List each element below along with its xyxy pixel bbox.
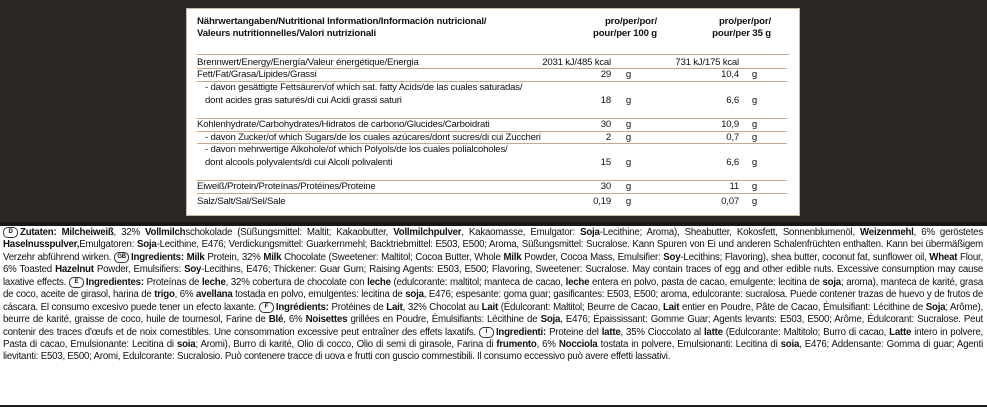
nutrition-title-line2: Valeurs nutritionnelles/Valori nutrizionali [197,28,377,39]
ingredients-text-span: , 35% Cioccolato al [620,326,704,338]
nutrition-title [197,16,577,40]
ingredients-text-span: , E476; espesante: goma guar; gasificantes: E503, E500; aroma, edulcorante: sucralosa. Puede contener trazas de huevo y de frutos de cáscara. El consumo excesivo puede tener un efecto laxante. [3,289,983,313]
value-35g: 0,07 [721,195,739,207]
value-35g: 0,7 [726,131,739,143]
allergen-text: Soja [136,239,157,251]
value-35g: 10,4 [721,69,739,81]
ingredients-text-span: intero in polvere, Pasta di cacao, Emulsionante: Lecitina di [3,326,983,350]
ingredients-text-span: entera en polvo, pasta de cacao, emulgente: lecitina de [589,276,823,288]
ingredients-text-span: tostada en polvo, emulgentes: lecitina de [232,289,406,301]
allergen-text: Vollmilchpulver [393,227,462,239]
value-100g: 18 [600,95,611,107]
table-row [197,81,787,93]
unit-35g: g [751,181,757,193]
column-header-35g [659,16,771,40]
unit-35g: g [751,69,757,81]
column-header-100g-line1: pro/per/por/ [604,16,657,27]
unit-35g: g [751,195,757,207]
value-100g: 15 [600,157,611,169]
unit-35g: g [751,95,757,107]
allergen-text: Milk [186,251,205,263]
nutrition-title-line1: Nährwertangaben/Nutritional Information/Información nutricional/ [197,16,487,27]
ingredients-text-span: , E476; Addensante: Gomma di guar; Agenti lievitanti: E503, E500; Aromi, Edulcorante: Sucralosio. Può contenere tracce di uova e frutti con guscio commestibili. Il consumo eccessivo può avere effetti lassativi. [3,338,984,363]
ingredients-text-span: entier en Poudre, Pâte de Cacao, Émulsifiant: Lécithine de [679,301,926,313]
allergen-text: Vollmilch [144,227,186,239]
ingredients-text-span: , Kakaomasse, Emulgator: [461,227,581,239]
nutrition-header [197,16,787,52]
allergen-text: Lait [386,301,403,313]
language-badge-de: D [3,227,18,238]
allergen-text: frumento [496,338,537,350]
language-badge-it: I [479,327,494,338]
ingredients-text-span: Flour, 6% Toasted [3,251,983,276]
unit-100g: g [625,95,631,107]
unit-100g: g [625,119,631,131]
allergen-text: Soy [184,264,202,276]
allergen-text: Haselnuss [3,239,50,251]
ingredients-text-span: grillées en Poudre, Émulsifiants: Lécithine de [347,314,541,326]
ingredients-heading-fr: Ingrédients: [275,301,329,313]
allergen-text: Soy [663,251,681,263]
row-label: Brennwert/Energy/Energía/Valeur énergétique/Energia [197,57,419,68]
column-header-35g-line1: pro/per/por/ [718,16,771,27]
ingredients-heading-it: Ingredienti: [495,326,547,338]
ingredients-text-span: -Lecithine, E476; Verdickungsmittel: Guarkernmehl; Backtriebmittel: E503, E500; Aroma, Süßungsmittel: Sucralose. Kann Spuren von Ei und anderen Schalenfrüchten enthalten. Kann bei übermäßigem Verzehr abführend wirken. [3,239,984,263]
nutrition-table [186,8,800,216]
ingredients-text-span: , 32% cobertura de chocolate con [225,276,368,288]
ingredients-text-span: , 6% [283,314,306,326]
allergen-text: Soja [540,314,561,326]
allergen-text: latte [601,326,621,338]
row-label: dont acides gras saturés/di cui Acidi grassi saturi [205,95,402,107]
ingredients-text-span: Powder, Emulsifiers: [93,264,185,276]
ingredients-text-span: Emulgatoren: [79,239,137,251]
unit-35g: g [751,131,757,143]
allergen-text: Blé [268,314,284,326]
allergen-text: Milcheiweiß [61,227,114,239]
ingredients-text-span: , 6% [174,289,197,301]
allergen-text: Noisettes [305,314,348,326]
table-row [197,193,787,207]
row-label: - davon mehrwertige Alkohole/of which Polyols/de los cuales polialcoholes/ [205,143,508,155]
column-header-100g-line2: pour/per 100 g [592,28,657,39]
ingredients-text-span: -Lecithins; Flavoring), shea butter, coconut fat, sunflower oil, [680,251,930,263]
unit-100g: g [625,157,631,169]
ingredients-text-span: ; aroma), manteca de karité, grasa de coco, aceite de girasol, harina de [3,276,983,301]
allergen-text: Soja [580,227,600,239]
allergen-text: pulver, [49,239,80,251]
nutrition-rows [197,57,787,207]
table-row [197,180,787,192]
ingredients-text-span: ; Arôme), beurre de karité, graisse de coco, huile de tournesol, Farine de [3,301,983,326]
unit-100g: g [625,195,631,207]
allergen-text: avellana [196,289,233,301]
ingredients-text-span: , 6% geröstetes [913,227,983,239]
value-100g: 30 [600,119,611,131]
ingredients-text-span: (Süßungsmittel: Maltit; Kakaobutter, [232,227,394,239]
value-100g: 29 [600,69,611,81]
ingredients-text-span: -Lecithins, E476; Thickener: Guar Gum; Raising Agents: E503, E500; Flavoring, Sweetener: Sucralose. May contain traces of egg and other edible nuts. Excessive consumption may cause laxative effects. [3,264,983,288]
table-row [197,68,787,80]
allergen-text: Wheat [929,251,958,263]
row-label: Salz/Salt/Sal/Sel/Sale [197,195,286,207]
ingredients-text-span: , 32% [113,227,145,239]
ingredients-text-span: , 6% [536,338,559,350]
allergen-text: Lait [481,301,498,313]
ingredients-text-span: schokolade [185,227,233,239]
allergen-text: Latte [889,326,912,338]
ingredients-text-span: Powder, Cocoa Mass, Emulsifier: [521,251,664,263]
ingredients-text-span: Protein, 32% [204,251,264,263]
allergen-text: Nocciola [558,338,598,350]
allergen-text: Weizenmehl [860,227,914,239]
value-35g: 731 kJ/175 kcal [675,57,739,68]
row-label: Eiweiß/Protein/Proteínas/Protéines/Proteine [197,181,376,193]
row-label: Fett/Fat/Grasa/Lipides/Grassi [197,69,317,81]
allergen-text: leche [367,276,391,288]
table-row [197,155,787,168]
ingredients-text-span: (Édulcorant: Maltitol; Beurre de Cacao, [497,301,663,313]
allergen-text: soja [405,289,424,301]
ingredients-text-span: Proteínas de [143,276,202,288]
table-row [197,93,787,106]
allergen-text: Soja [925,301,946,313]
row-label: Kohlenhydrate/Carbohydrates/Hidratos de carbono/Glucides/Carboidrati [197,119,490,131]
allergen-text: Milk [263,251,282,263]
allergen-text: Lait [662,301,680,313]
column-header-100g [547,16,657,40]
unit-100g: g [625,69,631,81]
unit-100g: g [625,181,631,193]
column-header-35g-line2: pour/per 35 g [712,28,771,39]
value-100g: 0,19 [593,195,611,207]
ingredients-heading-es: Ingredientes: [85,276,144,288]
ingredients-panel [0,226,987,407]
language-badge-es: E [69,277,84,288]
value-100g: 30 [600,181,611,193]
allergen-text: Hazelnut [55,264,94,276]
table-row [197,57,787,68]
header-divider [197,54,789,55]
allergen-text: trigo [154,289,175,301]
ingredients-heading-gb: Ingredients: [131,251,184,263]
value-35g: 10,9 [721,119,739,131]
unit-35g: g [751,157,757,169]
language-badge-gb: GB [114,252,129,263]
table-row [197,143,787,155]
table-row [197,118,787,130]
row-label: - davon gesättigte Fettsäuren/of which sat. fatty Acids/de las cuales saturadas/ [205,81,523,93]
value-35g: 11 [729,181,739,193]
ingredients-text-span: Protéines de [328,301,387,313]
allergen-text: soja [822,276,841,288]
unit-100g: g [625,131,631,143]
allergen-text: soia [780,338,800,350]
value-100g: 2 [605,131,611,143]
ingredients-text-span: Proteine del [546,326,602,338]
unit-35g: g [751,119,757,131]
row-label: - davon Zucker/of which Sugars/de los cuales azúcares/dont sucres/di cui Zuccheri [205,131,541,143]
allergen-text: soia [176,338,196,350]
ingredients-heading-de: Zutaten: [20,227,57,239]
value-35g: 6,6 [726,95,739,107]
ingredients-text-span: (Edulcorante: Maltitolo; Burro di cacao, [722,326,890,338]
ingredients-text-span: tostata in polvere, Emulsionanti: Lecitina di [597,338,781,350]
value-100g: 2031 kJ/485 kcal [542,57,611,68]
ingredients-text-span: , 32% Chocolat au [402,301,482,313]
ingredients-text-span: (edulcorante: maltitol; manteca de cacao, [390,276,566,288]
value-35g: 6,6 [726,157,739,169]
allergen-text: Milk [503,251,522,263]
ingredients-text-span: Chocolate (Sweetener: Maltitol; Cocoa Butter, Whole [281,251,504,263]
language-badge-fr: F [259,302,274,313]
allergen-text: latte [703,326,723,338]
ingredients-text-span: -Lecithine; Aroma), Sheabutter, Kokosfett, Sonnenblumenöl, [599,227,861,239]
ingredients-text [3,227,983,364]
allergen-text: leche [565,276,590,288]
allergen-text: leche [201,276,226,288]
row-label: dont alcools polyvalents/di cui Alcoli polivalenti [205,157,393,169]
ingredients-text-span: ; Aromi), Burro di karité, Olio di cocco, Olio di semi di girasole, Farina di [195,338,497,350]
table-row [197,131,787,143]
ingredients-text-span: , E476; Épaississant: Gomme Guar; Agents levants: E503, E500; Arôme, Édulcorant: Sucralose. Peut contenir des traces d'œufs et de noix comestibles. Une consommation excessive peut entraîner des effets laxatifs. [3,314,983,338]
